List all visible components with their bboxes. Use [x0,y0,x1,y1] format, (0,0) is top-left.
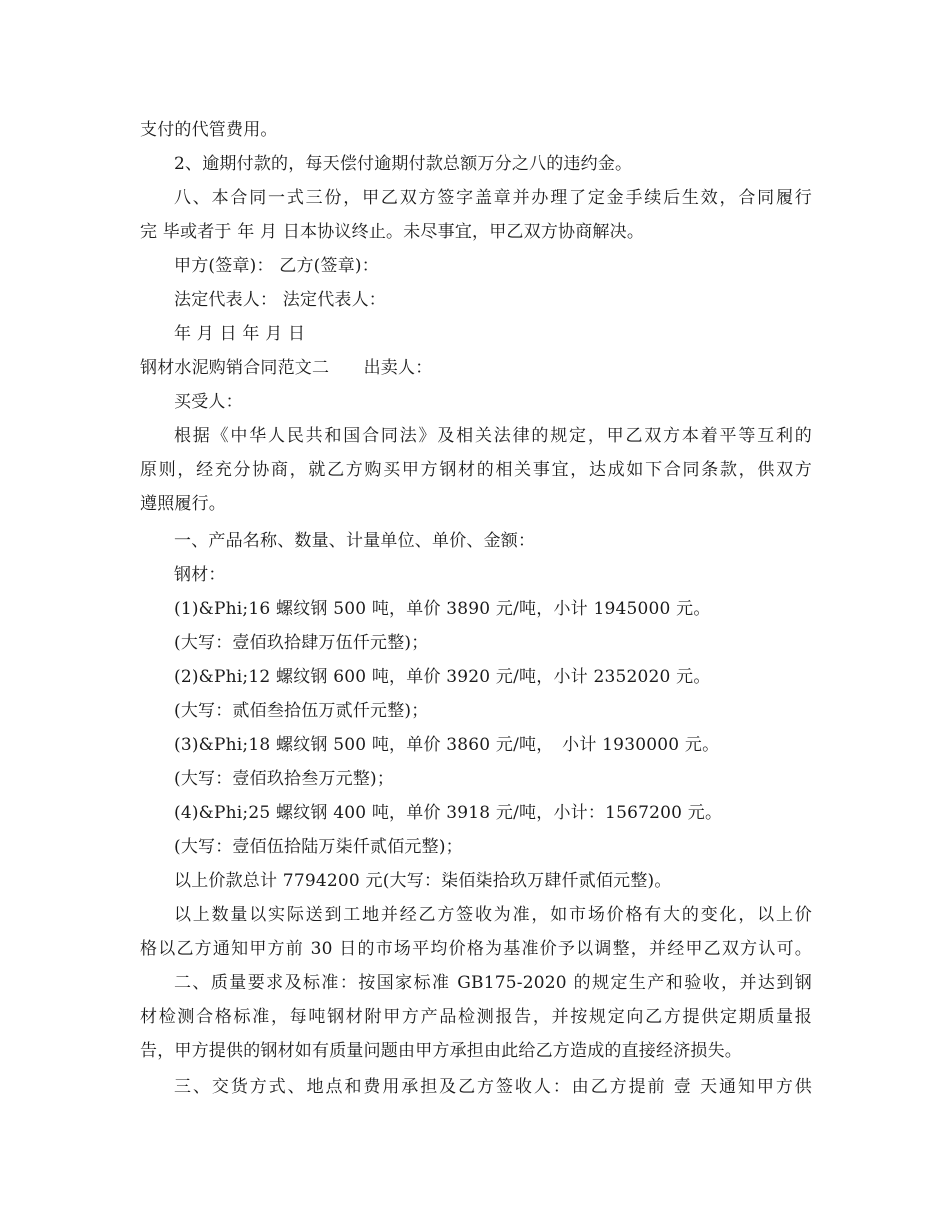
text-line: 钢材： [174,565,226,585]
text-line: 材检测合格标准，每吨钢材附甲方产品检测报告，并按规定向乙方提供定期质量报 [140,1007,812,1027]
text-line: 完 毕或者于 年 月 日本协议终止。未尽事宜，甲乙双方协商解决。 [140,222,645,242]
text-line: 二、质量要求及标准：按国家标准 GB175-2020 的规定生产和验收，并达到钢 [174,973,812,993]
total-line: 以上价款总计 7794200 元(大写：柒佰柒拾玖万肆仟贰佰元整)。 [174,871,672,891]
product-amount-line: (大写：贰佰叁拾伍万贰仟元整)； [174,701,429,721]
text-line: 三、交货方式、地点和费用承担及乙方签收人：由乙方提前 壹 天通知甲方供 [174,1077,812,1097]
product-line: (2)&Phi;12 螺纹钢 600 吨，单价 3920 元/吨，小计 2352020 元。 [174,667,711,687]
text-line: 八、本合同一式三份，甲乙双方签字盖章并办理了定金手续后生效，合同履行 [174,188,812,208]
product-amount-line: (大写：壹佰玖拾叁万元整)； [174,769,395,789]
text-line: 遵照履行。 [140,494,226,514]
section-heading: 钢材水泥购销合同范文二 出卖人： [140,358,433,378]
text-line: 以上数量以实际送到工地并经乙方签收为准，如市场价格有大的变化，以上价 [174,905,812,925]
product-amount-line: (大写：壹佰玖拾肆万伍仟元整)； [174,633,429,653]
signature-line-representatives: 法定代表人： 法定代表人： [174,290,387,310]
signature-line-dates: 年 月 日 年 月 日 [174,324,306,344]
product-line: (3)&Phi;18 螺纹钢 500 吨，单价 3860 元/吨， 小计 1930000 元。 [174,735,720,755]
text-line: 支付的代管费用。 [140,120,278,140]
product-line: (1)&Phi;16 螺纹钢 500 吨，单价 3890 元/吨，小计 1945000 元。 [174,599,711,619]
text-line: 买受人： [174,392,243,412]
text-line: 格以乙方通知甲方前 30 日的市场平均价格为基准价予以调整，并经甲乙双方认可。 [140,939,812,959]
text-line: 一、产品名称、数量、计量单位、单价、金额： [174,531,536,551]
product-amount-line: (大写：壹佰伍拾陆万柒仟贰佰元整)； [174,837,463,857]
signature-line-parties: 甲方(签章)： 乙方(签章)： [174,256,379,276]
text-line: 告，甲方提供的钢材如有质量问题由甲方承担由此给乙方造成的直接经济损失。 [140,1041,742,1061]
text-line: 根据《中华人民共和国合同法》及相关法律的规定，甲乙双方本着平等互利的 [174,426,812,446]
text-line: 原则，经充分协商，就乙方购买甲方钢材的相关事宜，达成如下合同条款，供双方 [140,460,812,480]
text-line: 2、逾期付款的，每天偿付逾期付款总额万分之八的违约金。 [174,154,633,174]
product-line: (4)&Phi;25 螺纹钢 400 吨，单价 3918 元/吨，小计：1567200 元。 [174,803,723,823]
